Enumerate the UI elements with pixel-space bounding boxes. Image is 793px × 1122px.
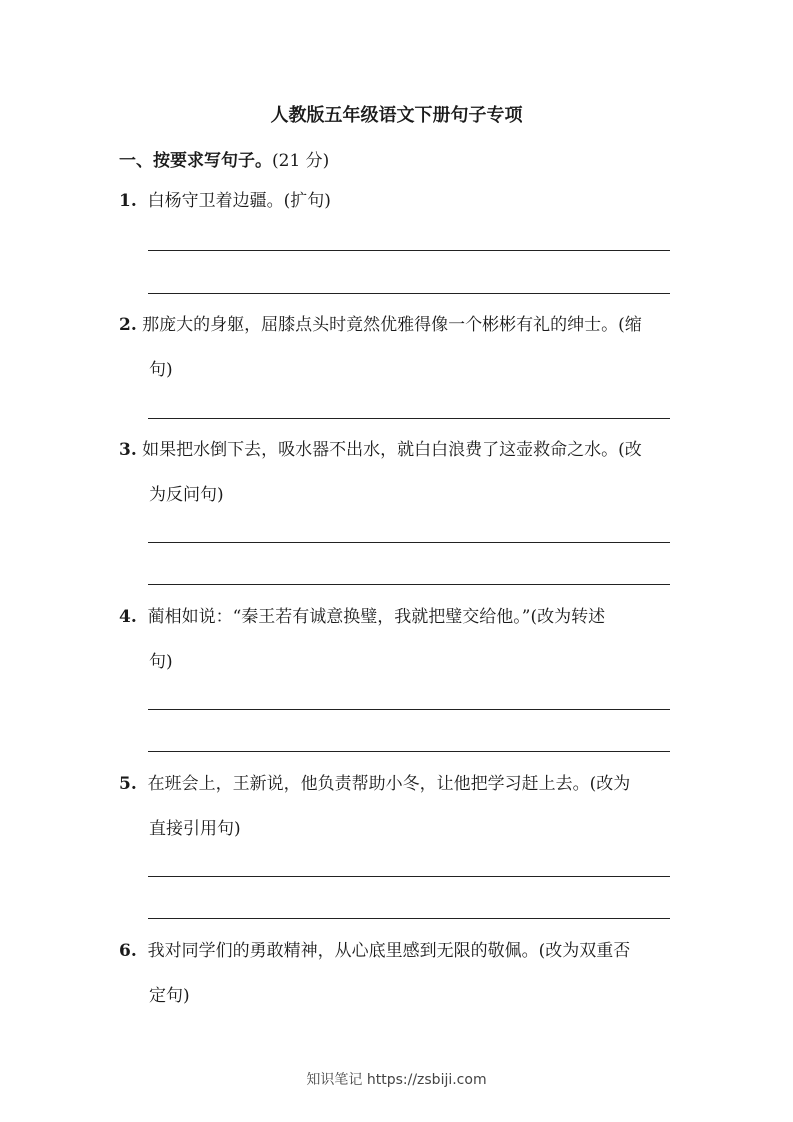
question-2 [119, 311, 674, 384]
answer-line-2a[interactable] [148, 418, 670, 419]
question-text: 5. 在班会上，王新说，他负责帮助小冬，让他把学习赶上去。(改为 [119, 774, 631, 794]
question-text: 1. 白杨守卫着边疆。(扩句) [119, 191, 331, 211]
question-line-2: 句) [149, 652, 173, 672]
answer-line-1b[interactable] [148, 293, 670, 294]
question-4 [119, 603, 674, 676]
section-score: (21 分) [272, 151, 330, 171]
question-5 [119, 770, 674, 843]
question-line-1: 如果把水倒下去，吸水器不出水，就白白浪费了这壶救命之水。(改 [142, 440, 642, 460]
question-line-2: 定句) [149, 986, 190, 1006]
question-line-2: 为反问句) [149, 485, 224, 505]
footer-watermark: 知识笔记 https://zsbiji.com [306, 1072, 487, 1088]
question-line-1: 在班会上，王新说，他负责帮助小冬，让他把学习赶上去。(改为 [147, 774, 631, 794]
question-number: 2 [119, 315, 131, 335]
question-text: 3. 如果把水倒下去，吸水器不出水，就白白浪费了这壶救命之水。(改 [119, 440, 642, 460]
question-text: 4. 蔺相如说：“秦王若有诚意换璧，我就把璧交给他。”(改为转述 [119, 607, 606, 627]
answer-line-4b[interactable] [148, 751, 670, 752]
question-number: 4 [119, 607, 131, 627]
question-line-2: 句) [149, 360, 173, 380]
answer-line-5b[interactable] [148, 918, 670, 919]
question-text: 2. 那庞大的身躯，屈膝点头时竟然优雅得像一个彬彬有礼的绅士。(缩 [119, 315, 642, 335]
answer-line-3a[interactable] [148, 542, 670, 543]
question-line-1: 我对同学们的勇敢精神，从心底里感到无限的敬佩。(改为双重否 [147, 941, 631, 961]
question-line-1: 那庞大的身躯，屈膝点头时竟然优雅得像一个彬彬有礼的绅士。(缩 [142, 315, 642, 335]
answer-line-3b[interactable] [148, 584, 670, 585]
section-heading [119, 147, 329, 175]
question-line-2: 直接引用句) [149, 819, 241, 839]
question-3 [119, 436, 674, 509]
page-title: 人教版五年级语文下册句子专项 [270, 105, 523, 126]
answer-line-5a[interactable] [148, 876, 670, 877]
question-text: 6. 我对同学们的勇敢精神，从心底里感到无限的敬佩。(改为双重否 [119, 941, 631, 961]
question-1 [119, 187, 674, 215]
question-6 [119, 937, 674, 1010]
question-number: 6 [119, 941, 131, 961]
question-number: 3 [119, 440, 131, 460]
question-number: 5 [119, 774, 131, 794]
answer-line-4a[interactable] [148, 709, 670, 710]
answer-line-1a[interactable] [148, 250, 670, 251]
question-line-1: 蔺相如说：“秦王若有诚意换璧，我就把璧交给他。”(改为转述 [147, 607, 606, 627]
question-number: 1 [119, 191, 131, 211]
question-line-1: 白杨守卫着边疆。(扩句) [147, 191, 331, 211]
section-label: 一、按要求写句子。 [119, 151, 272, 171]
